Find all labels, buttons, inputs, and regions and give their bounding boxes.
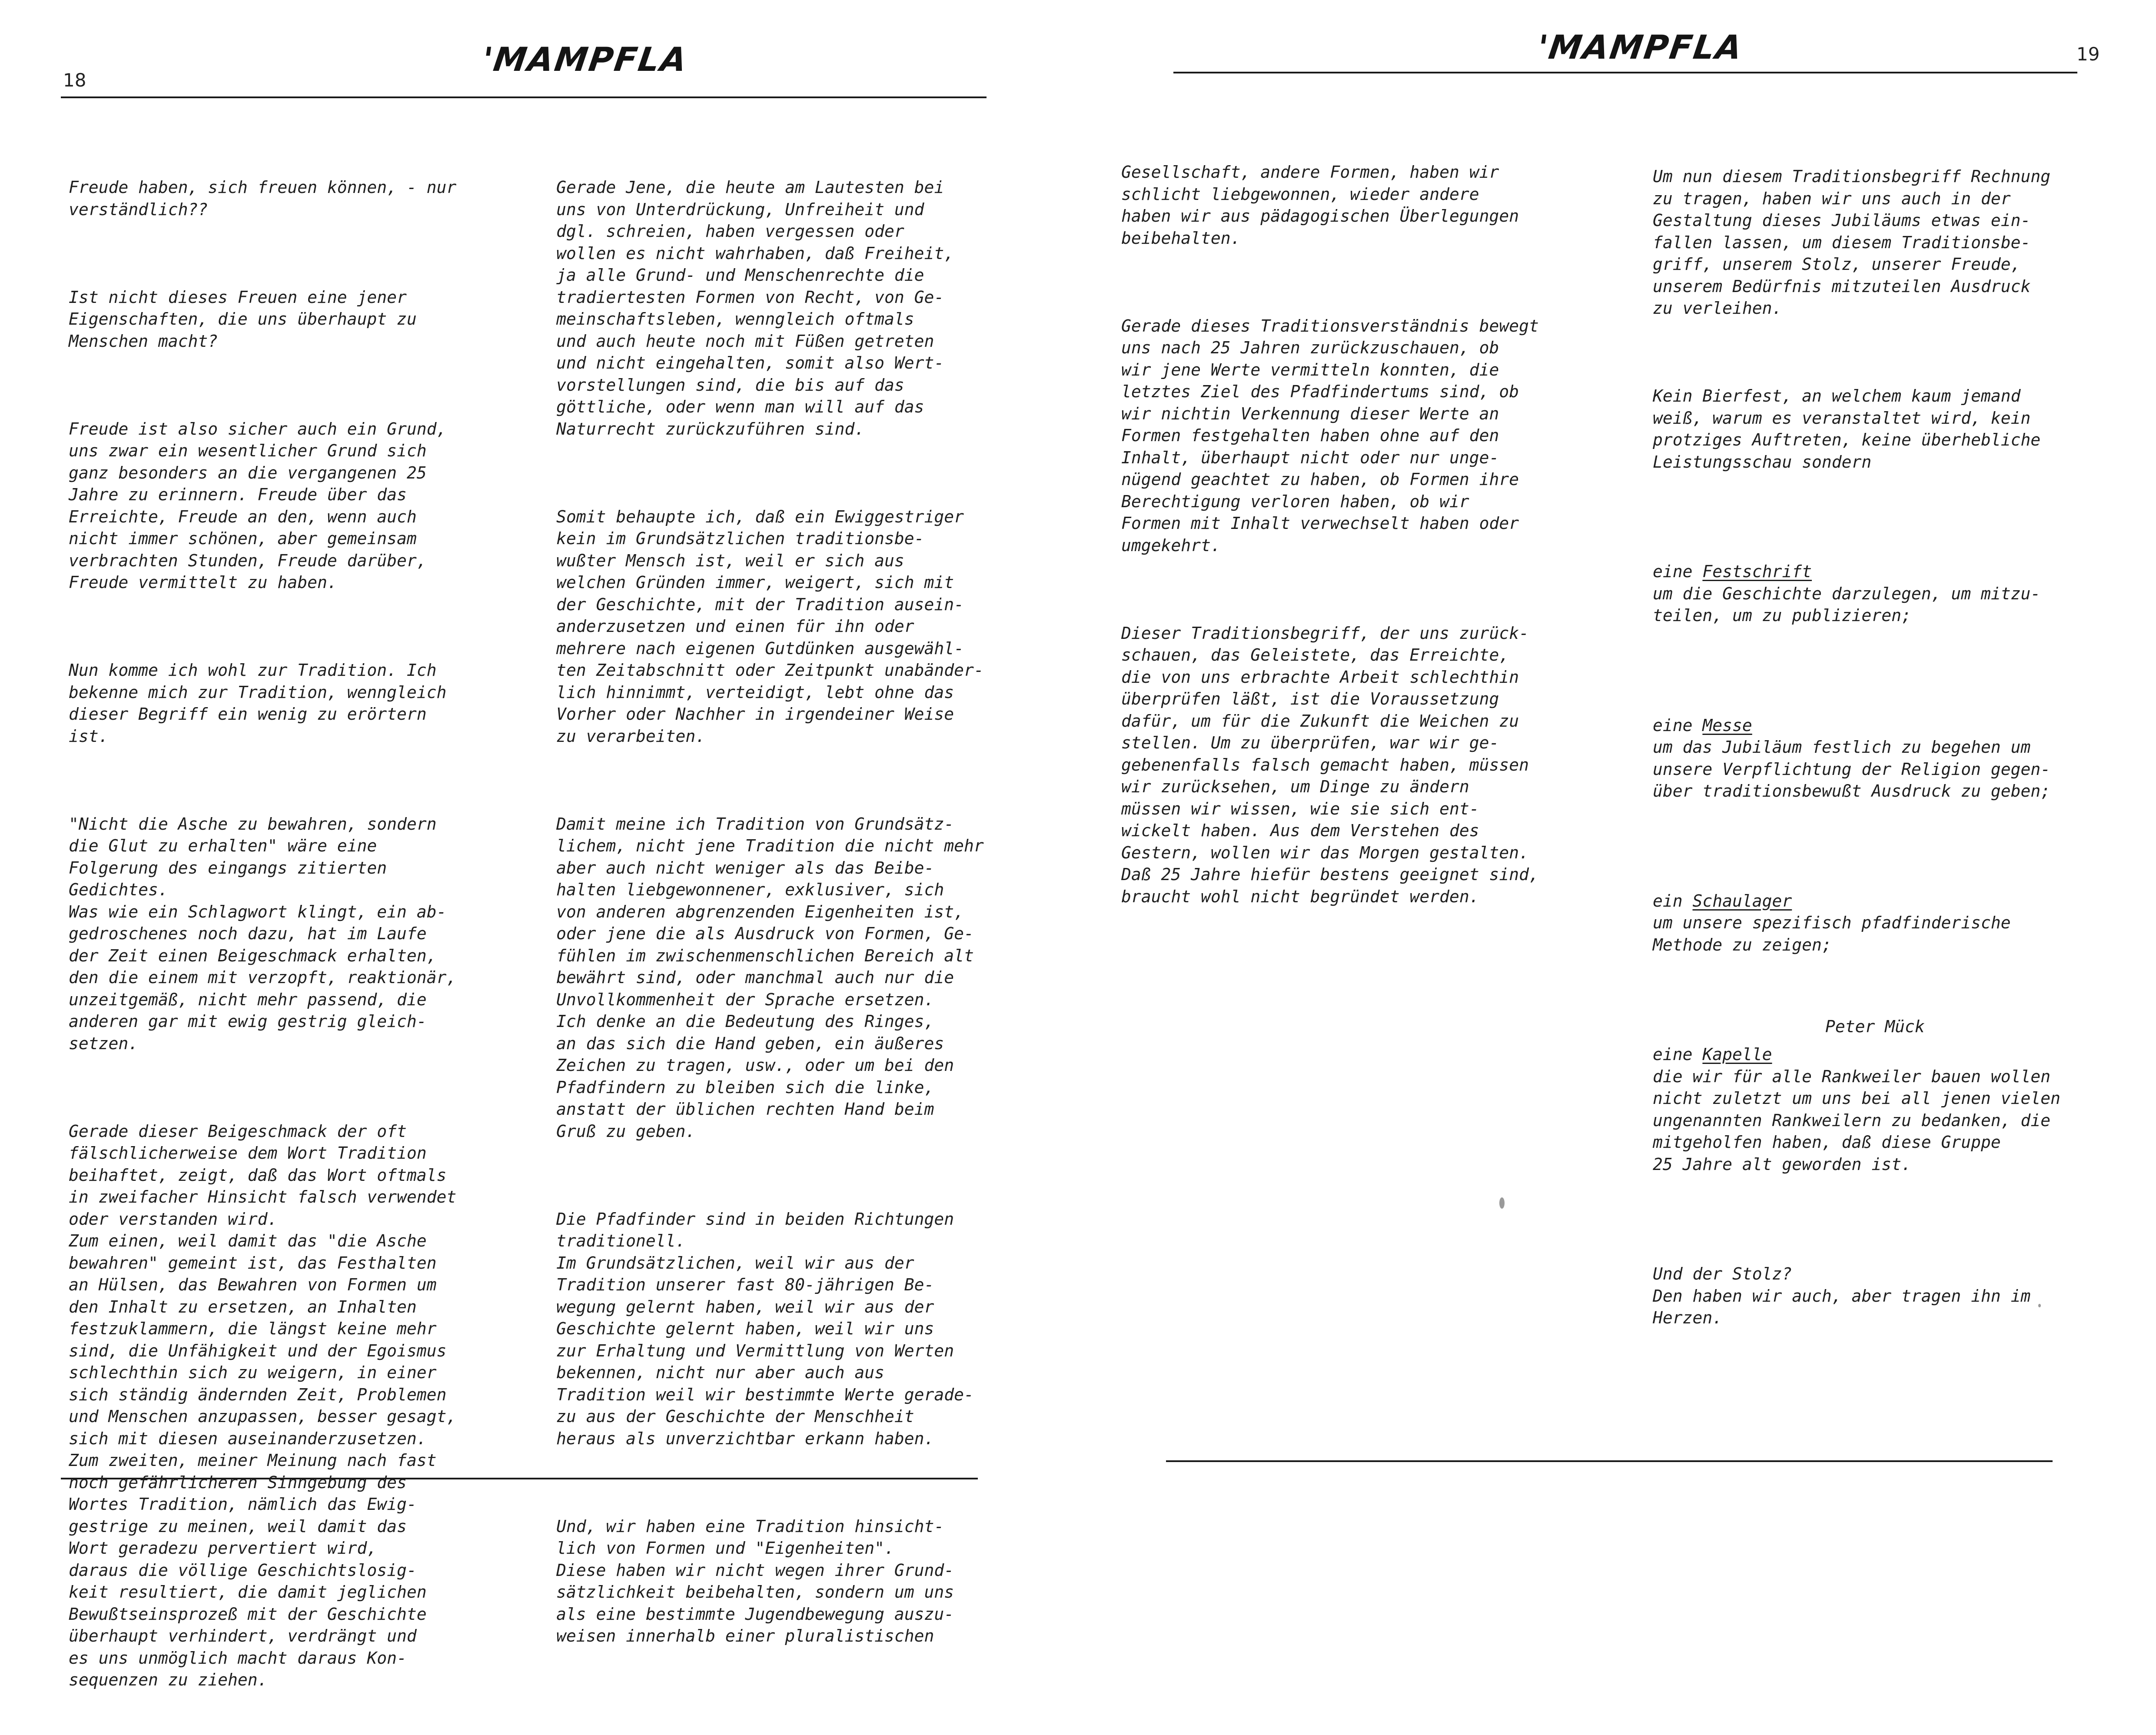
paragraph: Freude haben, sich freuen können, - nur verständlich?? (69, 178, 457, 219)
author-signature: Peter Mück (1825, 1017, 1925, 1036)
paragraph: Gerade dieses Traditionsverständnis bewegt uns nach 25 Jahren zurückzuschauen, ob wir jene Werte vermitteln konnten, die letztes Ziel des Pfadfindertums sind, ob wir nichtin Verkennung dieser Werte an Formen festgehalten haben ohne auf den Inhalt, überhaupt nicht oder nur unge- nügend geachtet zu haben, ob Formen ihre Berechtigung verloren haben, ob wir Formen mit Inhalt verwechselt haben oder umgekehrt. (1121, 316, 1539, 555)
paragraph: Nun komme ich wohl zur Tradition. Ich bekenne mich zur Tradition, wenngleich dieser Begriff ein wenig zu erörtern ist. (69, 661, 447, 746)
paragraph: Freude ist also sicher auch ein Grund, uns zwar ein wesentlicher Grund sich ganz besonders an die vergangenen 25 Jahre zu erinnern. Freude über das Erreichte, Freude an den, wenn auch nicht immer schönen, aber gemeinsam verbrachten Stunden, Freude darüber, Freude vermittelt zu haben. (69, 419, 447, 592)
paragraph: Und der Stolz? Den haben wir auch, aber tragen ihn im Herzen. (1653, 1264, 2031, 1327)
paragraph: Gerade Jene, die heute am Lautesten bei uns von Unterdrückung, Unfreiheit und dgl. schreien, haben vergessen oder wollen es nicht wahrhaben, daß Freiheit, ja alle Grund- und Menschenrechte die tradiertesten Formen von Recht, von Ge- meinschaftsleben, wenngleich oftmals und auch heute noch mit Füßen getreten und nicht eingehalten, somit also Wert- vorstellungen sind, die bis auf das göttliche, oder wenn man will auf das Naturrecht zurückzuführen sind. (556, 178, 954, 439)
paragraph: Die Pfadfinder sind in beiden Richtungen traditionell. Im Grundsätzlichen, weil wir aus der Tradition unserer fast 80-jährigen Be- wegung gelernt haben, weil wir aus der Geschichte gelernt haben, weil wir uns zur Erhaltung und Vermittlung von Werten bekennen, nicht nur aber auch aus Tradition weil wir bestimmte Werte gerade- zu aus der Geschichte der Menschheit heraus als unverzichtbar erkann haben. (556, 1209, 974, 1448)
item-term: Messe (1702, 715, 1752, 735)
paragraph: Somit behaupte ich, daß ein Ewiggestriger kein im Grundsätzlichen traditionsbe- wußter Mensch ist, weil er sich aus welchen Gründen immer, weigert, sich mit der Geschichte, mit der Tradition ausein- anderzusetzen und einen für ihn oder mehrere nach eigenen Gutdünken ausgewähl- ten Zeitabschnitt oder Zeitpunkt unabänder- lich hinnimmt, verteidigt, lebt ohne das Vorher oder Nachher in irgendeiner Weise zu verarbeiten. (556, 507, 984, 746)
list-item (1653, 890, 2122, 956)
footer-rule (1166, 1460, 2053, 1462)
list-item (1653, 715, 2122, 802)
page-number: 18 (63, 70, 86, 91)
left-page-column-2 (556, 133, 1043, 1691)
header-rule (61, 96, 987, 98)
right-page-column-1 (1121, 117, 1608, 951)
paragraph: Damit meine ich Tradition von Grundsätz- lichem, nicht jene Tradition die nicht mehr aber auch nicht weniger als das Beibe- halten liebgewonnener, exklusiver, sich von anderen abgrenzenden Eigenheiten ist, oder jene die als Ausdruck von Formen, Ge- fühlen im zwischenmenschlichen Bereich alt bewährt sind, oder manchmal auch nur die Unvollkommenheit der Sprache ersetzen. Ich denke an die Bedeutung des Ringes, an das sich die Hand geben, ein äußeres Zeichen zu tragen, usw., oder um bei den Pfadfindern zu bleiben sich die linke, anstatt der üblichen rechten Hand beim Gruß zu geben. (556, 814, 984, 1141)
item-term: Festschrift (1702, 562, 1812, 581)
scan-speck (2038, 1304, 2041, 1307)
item-term: Kapelle (1702, 1045, 1772, 1064)
masthead-logo: 'MAMPFLA (1535, 28, 1746, 66)
item-prefix: eine (1653, 715, 1703, 735)
item-text: um das Jubiläum festlich zu begehen um unsere Verpflichtung der Religion gegen- über traditionsbewußt Ausdruck zu geben; (1653, 738, 2051, 801)
paragraph: "Nicht die Asche zu bewahren, sondern die Glut zu erhalten" wäre eine Folgerung des eingangs zitierten Gedichtes. Was wie ein Schlagwort klingt, ein ab- gedroschenes noch dazu, hat im Laufe der Zeit einen Beigeschmack erhalten, den die einem mit verzopft, reaktionär, unzeitgemäß, nicht mehr passend, die anderen gar mit ewig gestrig gleich- setzen. (69, 814, 457, 1053)
right-page-column-2 (1653, 122, 2122, 1373)
list-item (1653, 1044, 2122, 1175)
paragraph: Dieser Traditionsbegriff, der uns zurück- schauen, das Geleistete, das Erreichte, die von uns erbrachte Arbeit schlechthin überprüfen läßt, ist die Voraussetzung dafür, um für die Zukunft die Weichen zu stellen. Um zu überprüfen, war wir ge- gebenenfalls falsch gemacht haben, müssen wir zurücksehen, um Dinge zu ändern müssen wir wissen, wie sie sich ent- wickelt haben. Aus dem Verstehen des Gestern, wollen wir das Morgen gestalten. Daß 25 Jahre hiefür bestens geeignet sind, braucht wohl nicht begründet werden. (1121, 623, 1539, 906)
paragraph: Kein Bierfest, an welchem kaum jemand weiß, warum es veranstaltet wird, kein protziges Auftreten, keine überhebliche Leistungsschau sondern (1653, 386, 2041, 472)
item-prefix: eine (1653, 562, 1703, 581)
item-text: um die Geschichte darzulegen, um mitzu- teilen, um zu publizieren; (1653, 584, 2041, 625)
paragraph: Ist nicht dieses Freuen eine jener Eigenschaften, die uns überhaupt zu Menschen macht? (69, 287, 417, 351)
paragraph: Gerade dieser Beigeschmack der oft fälschlicherweise dem Wort Tradition beihaftet, zeigt, daß das Wort oftmals in zweifacher Hinsicht falsch verwendet oder verstanden wird. Zum einen, weil damit das "die Asche bewahren" gemeint ist, das Festhalten an Hülsen, das Bewahren von Formen um den Inhalt zu ersetzen, an Inhalten festzuklammern, die längst keine mehr sind, die Unfähigkeit und der Egoismus schlechthin sich zu weigern, in einer sich ständig ändernden Zeit, Problemen und Menschen anzupassen, besser gesagt, sich mit diesen auseinanderzusetzen. Zum zweiten, meiner Meinung nach fast noch gefährlicheren Sinngebung des Wortes Tradition, nämlich das Ewig- gestrige zu meinen, weil damit das Wort geradezu pervertiert wird, daraus die völlige Geschichtslosig- keit resultiert, die damit jeglichen Bewußtseinsprozeß mit der Geschichte überhaupt verhindert, verdrängt und es uns unmöglich macht daraus Kon- sequenzen zu ziehen. (69, 1121, 457, 1689)
item-prefix: ein (1653, 891, 1693, 911)
paragraph: Um nun diesem Traditionsbegriff Rechnung zu tragen, haben wir uns auch in der Gestaltung dieses Jubiläums etwas ein- fallen lassen, um diesem Traditionsbe- griff, unserem Stolz, unserer Freude, unserem Bedürfnis mitzuteilen Ausdruck zu verleihen. (1653, 167, 2051, 318)
left-page-column-1 (69, 133, 512, 1735)
masthead-logo: 'MAMPFLA (479, 40, 691, 79)
right-page (1077, 0, 2156, 1530)
footer-rule (61, 1478, 978, 1479)
scan-speck (1499, 1197, 1505, 1209)
paragraph: Und, wir haben eine Tradition hinsicht- lich von Formen und "Eigenheiten". Diese haben wir nicht wegen ihrer Grund- sätzlichkeit beibehalten, sondern um uns als eine bestimmte Jugendbewegung auszu- weisen innerhalb einer pluralistischen (556, 1516, 954, 1645)
item-text: die wir für alle Rankweiler bauen wollen nicht zuletzt um uns bei all jenen vielen ungenannten Rankweilern zu bedanken, die mitgeholfen haben, daß diese Gruppe 25 Jahre alt geworden ist. (1653, 1067, 2060, 1174)
paragraph: Gesellschaft, andere Formen, haben wir schlicht liebgewonnen, wieder andere haben wir aus pädagogischen Überlegungen beibehalten. (1121, 163, 1519, 248)
item-prefix: eine (1653, 1045, 1703, 1064)
item-term: Schaulager (1692, 891, 1792, 911)
left-page (0, 0, 1077, 1689)
list-item (1653, 561, 2122, 627)
page-number: 19 (2076, 43, 2100, 65)
item-text: um unsere spezifisch pfadfinderische Methode zu zeigen; (1653, 913, 2011, 954)
header-rule (1173, 72, 2077, 73)
